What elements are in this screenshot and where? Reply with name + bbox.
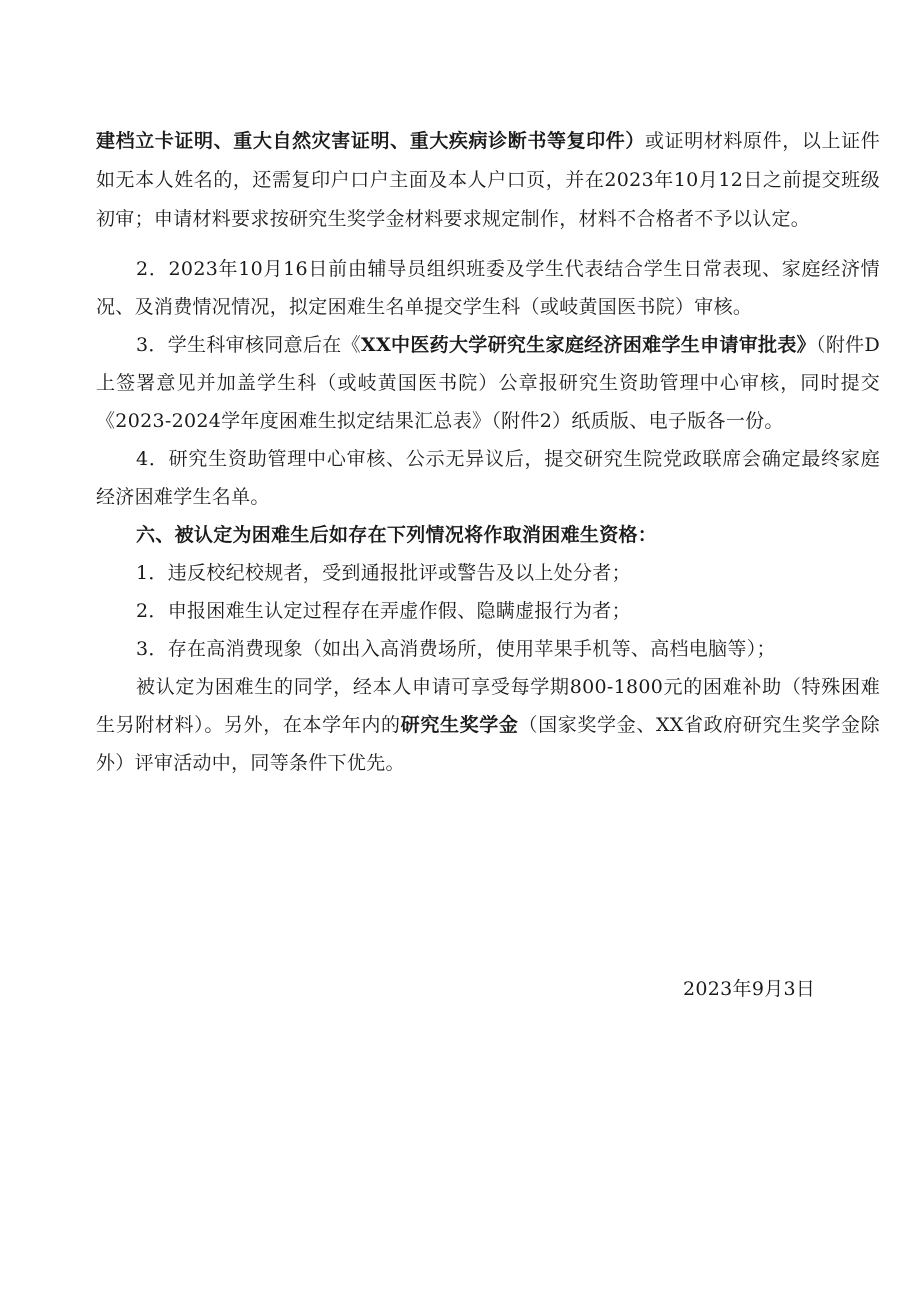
item-3-prefix: 3．学生科审核同意后在《	[136, 334, 361, 356]
section-6-item-1: 1．违反校纪校规者，受到通报批评或警告及以上处分者；	[136, 562, 631, 584]
bold-text-documents: 建档立卡证明、重大自然灾害证明、重大疾病诊断书等复印件）	[96, 130, 646, 152]
paragraph-continuation	[96, 122, 880, 239]
section-6-heading: 六、被认定为困难生后如存在下列情况将作取消困难生资格：	[136, 524, 658, 546]
closing-before: 被认定为困难生的同学，经本人申请可享受每学期800-1800元的困难补助（特殊困难生另附材料）。另外，在本学年内的	[96, 676, 880, 736]
item-3	[96, 326, 880, 440]
item-4: 4．研究生资助管理中心审核、公示无异议后，提交研究生院党政联席会确定最终家庭经济困难学生名单。	[96, 448, 880, 508]
section-6-item-2: 2．申报困难生认定过程存在弄虚作假、隐瞒虚报行为者；	[136, 600, 631, 622]
document-body	[96, 122, 880, 782]
continuation-text: 或证明材料原件，以上证件如无本人姓名的，还需复印户口户主面及本人户口页，并在2023年10月12日之前提交班级初审；申请材料要求按研究生奖学金材料要求规定制作，材料不合格者不予以认定。	[96, 130, 880, 230]
closing-after: （国家奖学金、XX省政府研究生奖学金除外）评审活动中，同等条件下优先。	[96, 714, 880, 774]
document-date: 2023年9月3日	[683, 978, 816, 1000]
item-2: 2．2023年10月16日前由辅导员组织班委及学生代表结合学生日常表现、家庭经济情况、及消费情况情况，拟定困难生名单提交学生科（或岐黄国医书院）审核。	[96, 258, 880, 318]
closing-bold-scholarship: 研究生奖学金	[400, 714, 519, 736]
closing-paragraph	[96, 668, 880, 782]
item-3-rest: （附件D上签署意见并加盖学生科（或岐黄国医书院）公章报研究生资助管理中心审核，同时提交《2023-2024学年度困难生拟定结果汇总表》（附件2）纸质版、电子版各一份。	[96, 334, 880, 432]
item-3-form-title: XX中医药大学研究生家庭经济困难学生申请审批表》	[360, 334, 816, 356]
section-6-item-3: 3．存在高消费现象（如出入高消费场所，使用苹果手机等、高档电脑等）；	[136, 638, 776, 660]
